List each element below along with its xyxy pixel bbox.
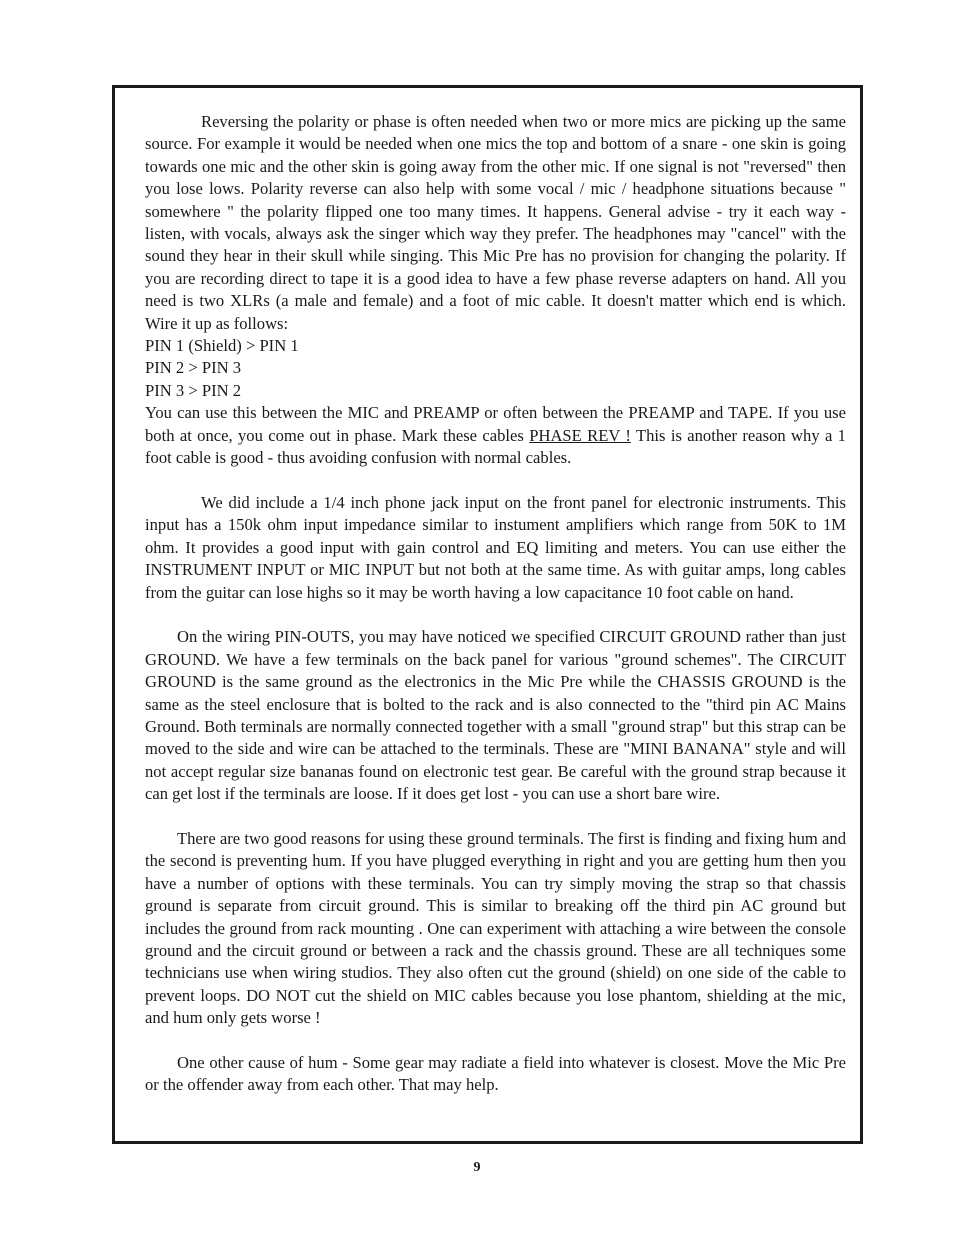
pin-line-1: PIN 1 (Shield) > PIN 1 — [145, 336, 299, 356]
paragraph-instrument-input: We did include a 1/4 inch phone jack input on the front panel for electronic instruments. This input has a 150k ohm input impedance similar to instument amplifiers which range from 50K to 1M ohm. It provides a good input with gain control and EQ limiting and meters. You can use either the INSTRUMENT INPUT or MIC INPUT but not both at the same time. As with guitar amps, long cables from the guitar can lose highs so it may be worth having a low capacitance 10 foot cable on hand. — [145, 492, 846, 602]
paragraph-gap — [145, 1030, 846, 1052]
paragraph-circuit-ground: On the wiring PIN-OUTS, you may have noticed we specified CIRCUIT GROUND rather than just GROUND. We have a few terminals on the back panel for various "ground schemes". The CIRCUIT GROUND is the same ground as the electronics in the Mic Pre while the CHASSIS GROUND is the same as the steel enclosure that is bolted to the rack and is also connected to the "third pin AC Mains Ground. Both terminals are normally connected together with a small "ground strap" but this strap can be moved to the side and wire can be attached to the terminals. These are "MINI BANANA" style and will not accept regular size bananas found on electronic test gear. Be careful with the ground strap because it can get lost if the terminals are loose. If it does get lost - you can use a short bare wire. — [145, 627, 846, 804]
pin-line-2: PIN 2 > PIN 3 — [145, 358, 242, 378]
phase-rev-text-before: You can use this between the MIC and PREAMP or often between the PREAMP and TAPE. If you use both at once, you come out in phase. Mark these cables — [145, 403, 846, 445]
paragraph-phase-rev-cable — [145, 402, 846, 469]
paragraph-ground-terminals: There are two good reasons for using these ground terminals. The first is finding and fixing hum and the second is preventing hum. If you have plugged everything in right and you are getting hum then you have a number of options with these terminals. You can try simply moving the strap so that chassis ground is separate from circuit ground. This is similar to breaking off the third pin AC ground but includes the ground from rack mounting . One can experiment with attaching a wire between the console ground and the circuit ground or between a rack and the chassis ground. These are all techniques some technicians use when wiring studios. They also often cut the ground (shield) on one side of the cable to prevent loops. DO NOT cut the shield on MIC cables because you lose phantom, shielding at the mic, and hum only gets worse ! — [145, 828, 846, 1028]
paragraph-polarity: Reversing the polarity or phase is often needed when two or more mics are picking up the same source. For example it would be needed when one mics the top and bottom of a snare - one skin is going towards one mic and the other skin is going away from the other mic. If one signal is not "reversed" then you lose lows. Polarity reverse can also help with some vocal / mic / headphone situations because " somewhere " the polarity flipped one too many times. It happens. General advise - try it each way - listen, with vocals, always ask the singer which way they prefer. The headphones may "cancel" with the sound they hear in their skull while singing. This Mic Pre has no provision for changing the polarity. If you are recording direct to tape it is a good idea to have a few phase reverse adapters on hand. All you need is two XLRs (a male and female) and a foot of mic cable. It doesn't matter which end is which. Wire it up as follows: — [145, 112, 846, 333]
paragraph-gap — [145, 604, 846, 626]
paragraph-hum-cause: One other cause of hum - Some gear may radiate a field into whatever is closest. Move the Mic Pre or the offender away from each other. That may help. — [145, 1053, 846, 1095]
phase-rev-label: PHASE REV ! — [529, 425, 631, 445]
phase-rev-text-after: This is another reason why a 1 foot cable is good - thus avoiding confusion with normal cables. — [145, 425, 846, 468]
page-body — [145, 111, 846, 1097]
paragraph-gap — [145, 806, 846, 828]
pin-line-3: PIN 3 > PIN 2 — [145, 380, 242, 400]
page-number: 9 — [473, 1160, 481, 1175]
paragraph-gap — [145, 470, 846, 492]
